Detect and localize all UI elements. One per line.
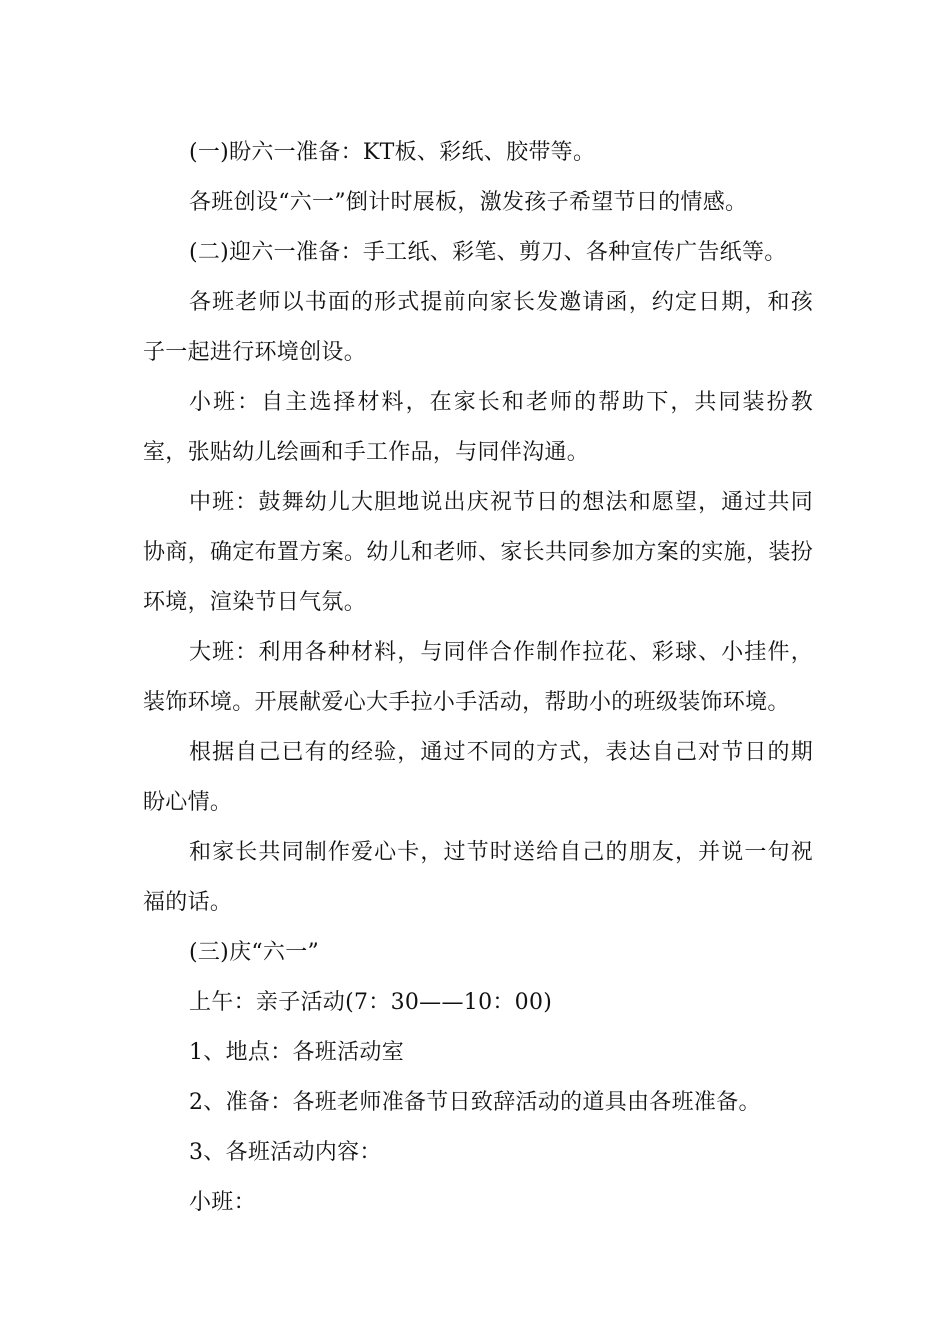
paragraph-countdown-board: 各班创设“六一”倒计时展板，激发孩子希望节日的情感。 — [189, 190, 748, 215]
paragraph-celebrate-heading: (三)庆“六一” — [189, 940, 320, 965]
paragraph-middle-class: 中班：鼓舞幼儿大胆地说出庆祝节日的想法和愿望，通过共同协商，确定布置方案。幼儿和老师、家长共同参加方案的实施，装扮环境，渲染节日气氛。 — [143, 490, 813, 615]
paragraph-experience: 根据自己已有的经验，通过不同的方式，表达自己对节日的期盼心情。 — [143, 740, 813, 815]
paragraph-location: 1、地点：各班活动室 — [189, 1040, 404, 1065]
paragraph-small-class: 小班：自主选择材料，在家长和老师的帮助下，共同装扮教室，张贴幼儿绘画和手工作品，与同伴沟通。 — [143, 390, 813, 465]
paragraph-big-class: 大班：利用各种材料，与同伴合作制作拉花、彩球、小挂件，装饰环境。开展献爱心大手拉小手活动，帮助小的班级装饰环境。 — [143, 640, 813, 715]
paragraph-prepare-2: (二)迎六一准备：手工纸、彩笔、剪刀、各种宣传广告纸等。 — [189, 240, 787, 265]
paragraph-morning-activity: 上午：亲子活动(7：30——10：00) — [189, 990, 553, 1015]
paragraph-prepare-1: (一)盼六一准备：KT板、彩纸、胶带等。 — [189, 140, 596, 165]
paragraph-invitation: 各班老师以书面的形式提前向家长发邀请函，约定日期，和孩子一起进行环境创设。 — [143, 290, 813, 365]
document-body — [143, 128, 813, 1228]
paragraph-love-card: 和家长共同制作爱心卡，过节时送给自己的朋友，并说一句祝福的话。 — [143, 840, 813, 915]
paragraph-small-class-heading: 小班： — [189, 1190, 256, 1215]
paragraph-preparation: 2、准备：各班老师准备节日致辞活动的道具由各班准备。 — [189, 1090, 761, 1115]
paragraph-activity-content: 3、各班活动内容： — [189, 1140, 382, 1165]
